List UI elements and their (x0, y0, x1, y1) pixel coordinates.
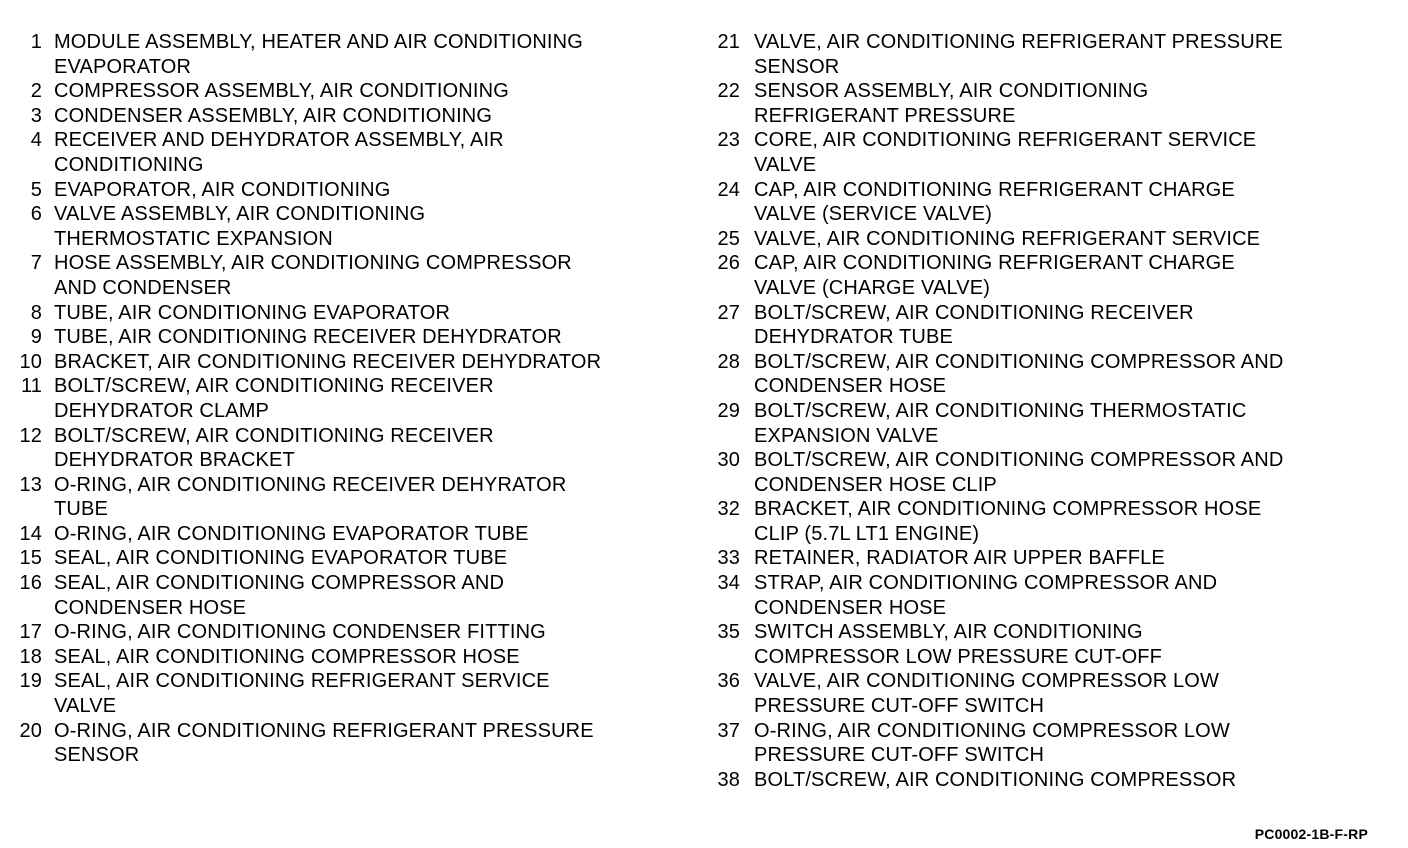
legend-item-number: 22 (717, 80, 740, 103)
legend-item-text: VALVE, AIR CONDITIONING REFRIGERANT PRESSURE SENSOR (754, 31, 1283, 78)
legend-item-text: BOLT/SCREW, AIR CONDITIONING COMPRESSOR AND CONDENSER HOSE CLIP (754, 449, 1284, 496)
legend-item-text: CAP, AIR CONDITIONING REFRIGERANT CHARGE VALVE (SERVICE VALVE) (754, 178, 1235, 226)
legend-item-number: 4 (30, 129, 42, 152)
legend-item-text: SWITCH ASSEMBLY, AIR CONDITIONING COMPRESSOR LOW PRESSURE CUT-OFF (754, 621, 1163, 668)
legend-item-number: 28 (717, 350, 740, 373)
legend-item-number: 7 (30, 252, 42, 275)
legend-item-number: 38 (717, 768, 740, 791)
legend-item-text: COMPRESSOR ASSEMBLY, AIR CONDITIONING (54, 80, 509, 103)
legend-item-number: 29 (717, 399, 740, 422)
legend-item-text: CORE, AIR CONDITIONING REFRIGERANT SERVICE VALVE (754, 129, 1257, 176)
legend-item-number: 23 (717, 129, 740, 152)
legend-item (706, 79, 1396, 128)
legend-item (6, 79, 686, 104)
legend-item-number: 15 (19, 547, 42, 570)
legend-item-number: 24 (717, 178, 740, 201)
legend-item (6, 325, 686, 350)
legend-item (6, 473, 686, 522)
legend-item (6, 251, 686, 300)
legend-item (6, 571, 686, 620)
legend-item-text: VALVE, AIR CONDITIONING REFRIGERANT SERVICE (754, 227, 1261, 250)
legend-item-text: O-RING, AIR CONDITIONING RECEIVER DEHYRATOR TUBE (54, 473, 567, 521)
legend-item-text: BOLT/SCREW, AIR CONDITIONING COMPRESSOR (754, 768, 1237, 791)
legend-item-number: 36 (717, 670, 740, 693)
legend-item (6, 645, 686, 670)
legend-item-number: 10 (19, 350, 42, 373)
legend-item-text: EVAPORATOR, AIR CONDITIONING (54, 178, 391, 201)
legend-item-number: 32 (717, 498, 740, 521)
legend-item-text: SEAL, AIR CONDITIONING REFRIGERANT SERVICE VALVE (54, 670, 550, 718)
legend-item-text: BOLT/SCREW, AIR CONDITIONING RECEIVER DEHYDRATOR CLAMP (54, 375, 494, 422)
legend-item-text: VALVE, AIR CONDITIONING COMPRESSOR LOW PRESSURE CUT-OFF SWITCH (754, 670, 1220, 718)
legend-item-number: 2 (30, 80, 42, 103)
legend-item (706, 399, 1396, 448)
legend-item (6, 522, 686, 547)
legend-item-number: 35 (717, 621, 740, 644)
legend-item-number: 20 (19, 719, 42, 742)
legend-item-number: 3 (30, 104, 42, 127)
legend-item (6, 104, 686, 129)
legend-item (6, 620, 686, 645)
legend-item (6, 202, 686, 251)
legend-item-text: CONDENSER ASSEMBLY, AIR CONDITIONING (54, 104, 493, 127)
legend-item-number: 6 (30, 203, 42, 226)
legend-item-text: CAP, AIR CONDITIONING REFRIGERANT CHARGE VALVE (CHARGE VALVE) (754, 252, 1235, 299)
legend-item-number: 9 (30, 326, 42, 349)
legend-item-number: 34 (717, 572, 740, 595)
legend-item-text: RETAINER, RADIATOR AIR UPPER BAFFLE (754, 547, 1165, 570)
legend-item-number: 18 (19, 645, 42, 668)
legend-item-number: 11 (20, 375, 42, 398)
legend-item (706, 128, 1396, 177)
legend-item-number: 12 (19, 424, 42, 447)
legend-item-number: 27 (717, 301, 740, 324)
legend-item (706, 719, 1396, 768)
legend-item-text: O-RING, AIR CONDITIONING COMPRESSOR LOW PRESSURE CUT-OFF SWITCH (754, 719, 1230, 767)
legend-item-number: 1 (30, 31, 42, 53)
legend-item (706, 30, 1396, 79)
legend-item-text: BRACKET, AIR CONDITIONING RECEIVER DEHYDRATOR (54, 350, 602, 373)
legend-item-text: TUBE, AIR CONDITIONING RECEIVER DEHYDRATOR (54, 326, 562, 349)
legend-item-number: 14 (19, 522, 42, 545)
legend-item-text: HOSE ASSEMBLY, AIR CONDITIONING COMPRESSOR AND CONDENSER (54, 252, 572, 299)
legend-item (706, 448, 1396, 497)
legend-right-column (706, 30, 1396, 792)
legend-item (6, 546, 686, 571)
legend-item (706, 768, 1396, 793)
legend-item-number: 8 (30, 301, 42, 324)
legend-item-number: 5 (30, 178, 42, 201)
legend-item-text: BOLT/SCREW, AIR CONDITIONING RECEIVER DEHYDRATOR BRACKET (54, 424, 494, 472)
legend-item-number: 16 (19, 572, 42, 595)
legend-item-number: 37 (717, 719, 740, 742)
legend-item-number: 30 (717, 449, 740, 472)
legend-item-text: O-RING, AIR CONDITIONING CONDENSER FITTING (54, 621, 546, 644)
legend-item (706, 350, 1396, 399)
legend-item (706, 301, 1396, 350)
legend-item (706, 227, 1396, 252)
legend-item-text: SEAL, AIR CONDITIONING COMPRESSOR AND CONDENSER HOSE (54, 572, 505, 619)
legend-item (706, 546, 1396, 571)
legend-item-number: 13 (19, 473, 42, 496)
legend-item (6, 301, 686, 326)
legend-item (6, 350, 686, 375)
legend-item (706, 571, 1396, 620)
legend-item-text: BRACKET, AIR CONDITIONING COMPRESSOR HOSE CLIP (5.7L LT1 ENGINE) (754, 498, 1262, 545)
legend-item-number: 21 (717, 31, 740, 53)
legend-item-text: O-RING, AIR CONDITIONING REFRIGERANT PRESSURE SENSOR (54, 719, 594, 767)
legend-item (706, 620, 1396, 669)
legend-item (6, 424, 686, 473)
legend-item-text: O-RING, AIR CONDITIONING EVAPORATOR TUBE (54, 522, 529, 545)
legend-item (6, 128, 686, 177)
legend-item-text: MODULE ASSEMBLY, HEATER AND AIR CONDITIONING EVAPORATOR (54, 31, 583, 78)
legend-item (706, 669, 1396, 718)
legend-item-number: 17 (19, 621, 42, 644)
legend-item-text: SEAL, AIR CONDITIONING COMPRESSOR HOSE (54, 645, 520, 668)
legend-item (706, 178, 1396, 227)
legend-item (6, 178, 686, 203)
legend-item-text: STRAP, AIR CONDITIONING COMPRESSOR AND CONDENSER HOSE (754, 572, 1218, 619)
legend-item (6, 669, 686, 718)
legend-item (6, 374, 686, 423)
legend-item (6, 719, 686, 768)
legend-item (706, 497, 1396, 546)
legend-item-text: SENSOR ASSEMBLY, AIR CONDITIONING REFRIGERANT PRESSURE (754, 80, 1149, 127)
legend-item-text: RECEIVER AND DEHYDRATOR ASSEMBLY, AIR CONDITIONING (54, 129, 504, 176)
legend-item-number: 26 (717, 252, 740, 275)
legend-item-text: BOLT/SCREW, AIR CONDITIONING COMPRESSOR AND CONDENSER HOSE (754, 350, 1284, 398)
legend-item (6, 30, 686, 79)
legend-left-column (6, 30, 686, 768)
legend-item-number: 33 (717, 547, 740, 570)
legend-item-number: 25 (717, 227, 740, 250)
legend-item-text: BOLT/SCREW, AIR CONDITIONING RECEIVER DEHYDRATOR TUBE (754, 301, 1194, 349)
figure-reference-code: PC0002-1B-F-RP (1254, 826, 1368, 842)
legend-item-text: BOLT/SCREW, AIR CONDITIONING THERMOSTATIC EXPANSION VALVE (754, 399, 1247, 447)
legend-item-text: SEAL, AIR CONDITIONING EVAPORATOR TUBE (54, 547, 508, 570)
legend-item-number: 19 (19, 670, 42, 693)
legend-item-text: VALVE ASSEMBLY, AIR CONDITIONING THERMOSTATIC EXPANSION (54, 203, 426, 250)
legend-item (706, 251, 1396, 300)
legend-item-text: TUBE, AIR CONDITIONING EVAPORATOR (54, 301, 451, 324)
